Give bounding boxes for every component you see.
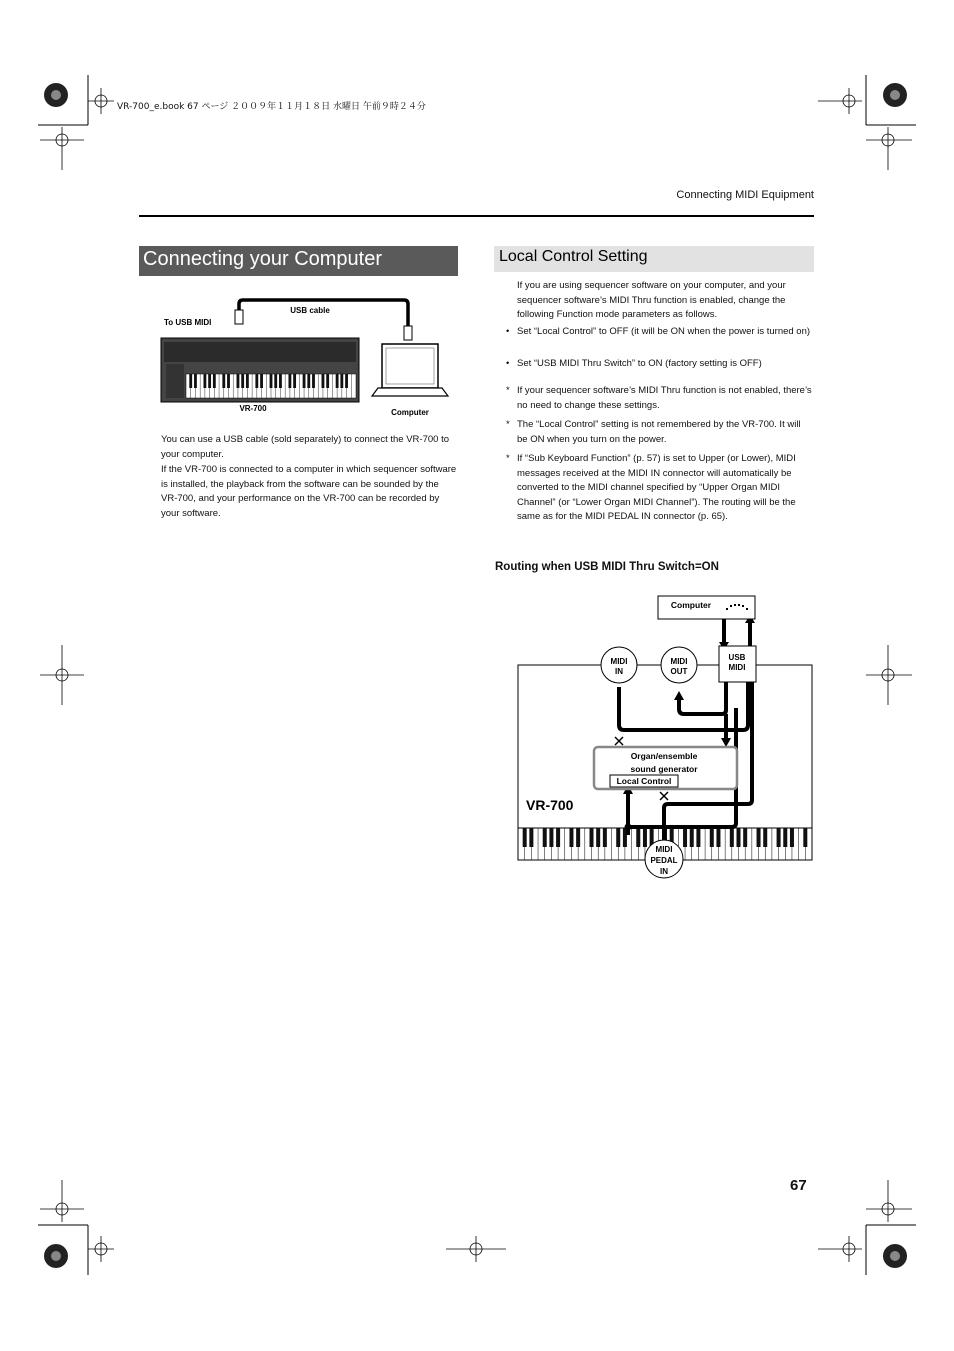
bullet-item	[506, 325, 813, 340]
left-paragraph-1: You can use a USB cable (sold separately) to connect the VR-700 to your computer.	[161, 434, 449, 460]
sound-generator-label-2: sound generator	[630, 764, 698, 774]
bullet-text: Set “USB MIDI Thru Switch” to ON (factory setting is OFF)	[517, 358, 762, 369]
note-item	[506, 418, 813, 447]
usb-cable-label: USB cable	[290, 306, 330, 315]
note-text: If “Sub Keyboard Function” (p. 57) is set to Upper (or Lower), MIDI messages received at the MIDI IN connector will automatically be converted to the MIDI channel specified by “Upper Organ MIDI Channel” (or “Lower Organ MIDI Channel”). The routing will be the same as for the MIDI PEDAL IN connector (p. 65).	[517, 453, 796, 522]
note-text: If your sequencer software’s MIDI Thru function is not enabled, there’s no need to change these settings.	[517, 385, 812, 411]
midi-in-label-2: IN	[615, 667, 623, 676]
midi-pedal-label-3: IN	[660, 867, 668, 876]
computer-image	[372, 344, 448, 396]
midi-out-label-1: MIDI	[670, 657, 688, 666]
local-control-label: Local Control	[616, 776, 672, 786]
subsection-title-bar	[494, 246, 814, 272]
usb-cable-line	[239, 300, 408, 332]
print-file-info: VR-700_e.book 67 ページ ２００９年１１月１８日 水曜日 午前９時２４分	[117, 102, 426, 112]
midi-in-label-1: MIDI	[610, 657, 628, 666]
note-text: The “Local Control” setting is not remembered by the VR-700. It will be ON when you turn on the power.	[517, 419, 801, 445]
note-item	[506, 384, 813, 413]
routing-diagram	[510, 590, 820, 885]
running-head: Connecting MIDI Equipment	[676, 189, 814, 201]
bullet-mark: •	[506, 326, 510, 337]
vr700-label: VR-700	[239, 404, 267, 413]
bullet-mark: •	[506, 358, 510, 369]
usb-midi-label-1: USB	[728, 653, 746, 662]
usb-midi-label-2: MIDI	[728, 663, 746, 672]
routing-heading: Routing when USB MIDI Thru Switch=ON	[495, 561, 719, 573]
usb-plug-left	[235, 310, 243, 324]
diagram-computer-label: Computer	[670, 600, 712, 610]
note-mark: *	[506, 419, 510, 430]
midi-pedal-label-2: PEDAL	[650, 856, 678, 865]
left-paragraph-2: If the VR-700 is connected to a computer in which sequencer software is installed, the playback from the software can be sounded by the VR-700, and your performance on the VR-700 can be recorded by your software.	[161, 464, 457, 519]
vr700-keyboard-image	[161, 338, 359, 402]
connection-figure	[158, 292, 458, 422]
header-rule	[139, 215, 814, 217]
page-number: 67	[790, 1177, 807, 1194]
intro-paragraph: If you are using sequencer software on your computer, and your sequencer software’s MIDI Thru function is enabled, change the following Function mode parameters as follows.	[517, 280, 786, 320]
bullet-item	[506, 357, 813, 372]
midi-out-label-2: OUT	[670, 667, 688, 676]
note-mark: *	[506, 385, 510, 396]
to-usb-midi-label: To USB MIDI	[164, 318, 212, 327]
computer-label: Computer	[391, 408, 429, 417]
note-item	[506, 452, 813, 525]
midi-pedal-label-1: MIDI	[655, 845, 673, 854]
bullet-text: Set “Local Control” to OFF (it will be ON when the power is turned on)	[517, 326, 811, 337]
sound-generator-label-1: Organ/ensemble	[630, 751, 698, 761]
section-title: Connecting your Computer	[143, 248, 383, 270]
vr700-device-label: VR-700	[526, 797, 574, 813]
note-mark: *	[506, 453, 510, 464]
subsection-title: Local Control Setting	[499, 248, 648, 265]
section-title-bar	[139, 246, 458, 276]
usb-plug-right	[404, 326, 412, 340]
